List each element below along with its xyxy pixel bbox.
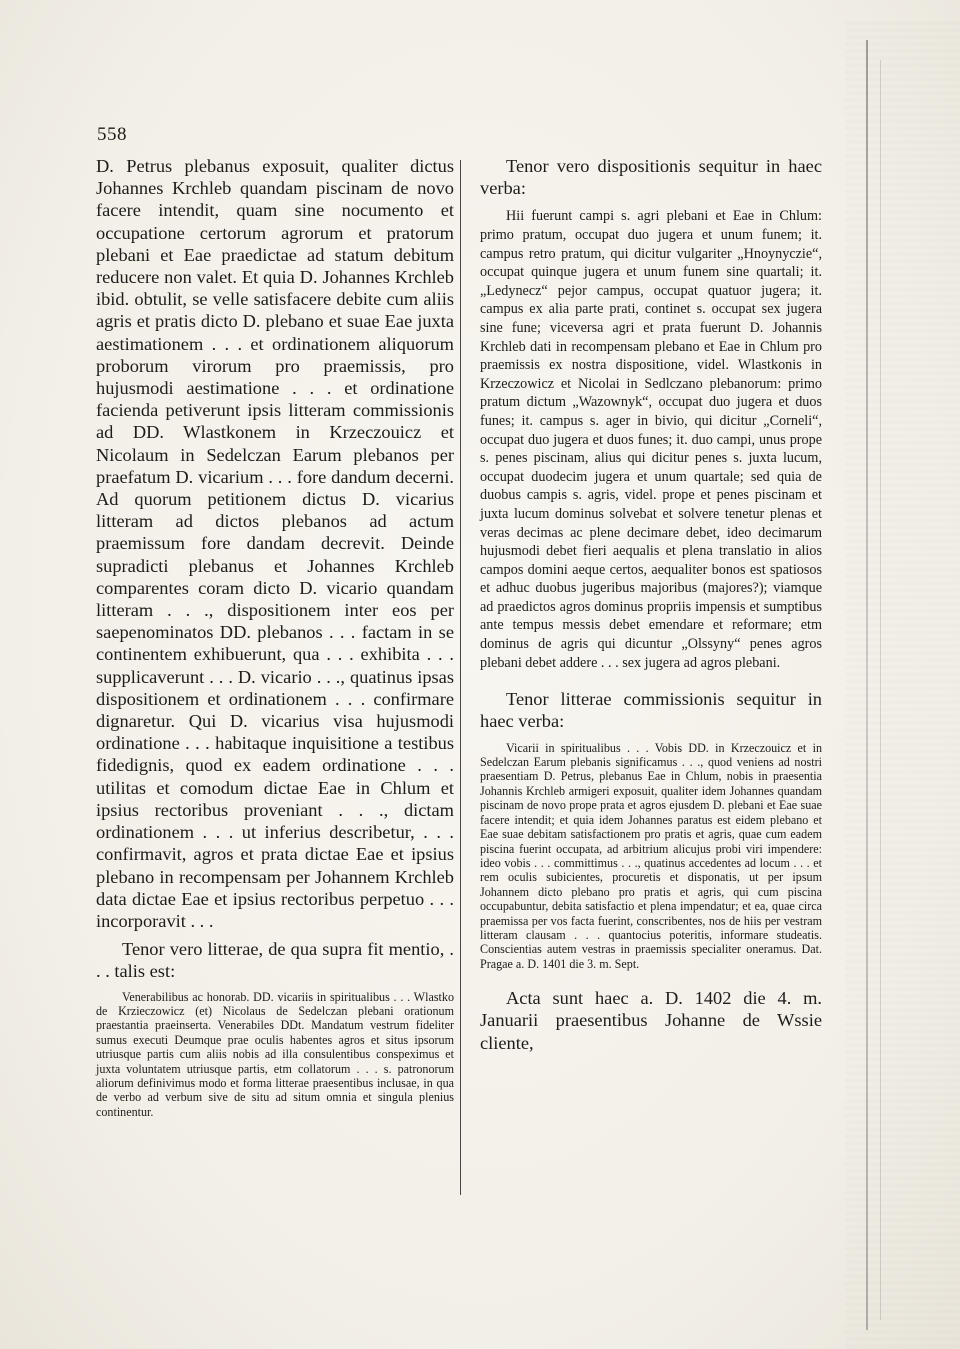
left-paragraph-letter: Venerabilibus ac honorab. DD. vicariis in spiritualibus . . . Wlastko de Krzieczowicz (et) Nicolaus de Sedelczan plebani orationum praestantia praeinserta. Venerabiles DDt. Mandatum vestrum fideliter sumus executi Deumque prae oculis habentes agros et situs ipsorum utriusque partis cum aliis nobis ad illa consulentibus conspeximus et juxta voluntatem utriusque partis, etm collatorum . . . s. patronorum aliorum definivimus modo et forma litterae praesentibus inclusae, in qua de verbo ad verbum sive de situ ad situm omnia et singula plenius continentur. (96, 989, 454, 1119)
column-divider (460, 160, 461, 1195)
page-edge-shadow (845, 20, 960, 1349)
right-column (480, 155, 822, 1054)
right-paragraph-tenor-commissionis: Tenor litterae commissionis sequitur in haec verba: (480, 689, 822, 732)
page-edge-line-secondary (880, 60, 881, 1320)
right-paragraph-commissio: Vicarii in spiritualibus . . . Vobis DD. in Krzeczouicz et in Sedelczan Earum plebanis significamus . . ., quod veniens ad nostri praesentiam D. Petrus, plebanus Eae in Chlum, nobis in praesentia Johannis Krchleb armigeri exposuit, qualiter idem Johannes quandam piscinam de novo prope prata et agros ejusdem D. plebani et Eae suae facere intendit; et quia idem Johannes paratus est eidem plebano et Eae suae debitam satisfactionem pro pratis et agris, quae cum eadem piscina fuerint occupata, ad arbitrium alicujus probi viri impendere: ideo vobis . . . committimus . . ., quatinus accedentes ad locum . . . et rem oculis subicientes, procuretis et disponatis, ut per ipsum Johannem dicto plebano pro pratis et agris, qui cum piscina occupabuntur, debita satisfactio et plena impendatur; et ea, quae circa praemissa per vos facta fuerint, conscribentes, nos de hiis per vestram litteram clausam . . . quantocius poteritis, informare studeatis. Conscientias autem vestras in praemissis specialiter oneramus. Dat. Pragae a. D. 1401 die 3. m. Sept. (480, 740, 822, 971)
left-column (96, 155, 454, 1119)
left-paragraph-main: D. Petrus plebanus exposuit, qualiter dictus Johannes Krchleb quandam piscinam de novo facere intendit, quam sine nocumento et occupatione certorum agrorum et pratorum plebani et Eae praedictae ad statum debitum reducere non valet. Et quia D. Johannes Krchleb ibid. obtulit, se velle satisfacere debite cum aliis agris et pratis dicto D. plebano et suae Eae juxta aestimationem . . . et ordinationem aliquorum proborum virorum pro praemissis, pro hujusmodi aestimatione . . . et ordinatione facienda petiverunt ipsis litteram commissionis ad DD. Wlastkonem in Krzeczouicz et Nicolaum in Sedelczan Earum plebanos per praefatum D. vicarium . . . fore dandum decerni. Ad quorum petitionem dictus D. vicarius litteram ad dictos plebanos ad actum praemissum fore dandam decrevit. Deinde supradicti plebanus et Johannes Krchleb comparentes coram dicto D. vicario quandam litteram . . ., dispositionem inter eos per saepenominatos DD. plebanos . . . factam in se continentem exhibuerunt, qua . . . exhibita . . . supplicaverunt . . . D. vicario . . ., quatinus ipsas dispositionem et ordinationem . . . confirmare dignaretur. Qui D. vicarius visa hujusmodi ordinatione . . . habitaque inquisitione a testibus fidedignis, quod ex eadem ordinatione . . . utilitas et comodum dictae Eae in Chlum et ipsius rectoribus proveniant . . ., dictam ordinationem . . . ut inferius describetur, . . . confirmavit, agros et prata dictae Eae et ipsius plebano in recompensam per Johannem Krchleb data dictae Eae et ipsius rectoribus perpetuo . . . incorporavit . . . (96, 156, 454, 931)
left-paragraph-tenor: Tenor vero litterae, de qua supra fit mentio, . . . talis est: (96, 939, 454, 982)
right-paragraph-acta: Acta sunt haec a. D. 1402 die 4. m. Januarii praesentibus Johanne de Wssie cliente, (480, 988, 822, 1053)
page-number: 558 (97, 124, 127, 145)
right-paragraph-tenor-dispositionis: Tenor vero dispositionis sequitur in haec verba: (480, 156, 822, 199)
page-edge-line (866, 40, 868, 1330)
right-paragraph-dispositio: Hii fuerunt campi s. agri plebani et Eae in Chlum: primo pratum, occupat duo jugera et unum funem; it. campus retro pratum, qui dicitur vulgariter „Hnoynyczie“, occupat quinque jugera et unum funem sine quartali; it. „Ledynecz“ pejor campus, occupat quatuor jugera; it. campus ex alia parte prati, continet s. occupat sex jugera sine fune; viceversa agri et prata fuerunt D. Johannis Krchleb dati in recompensam plebano et Eae in Chlum pro praemissis ex nostra dispositione, videl. Wlastkonis in Krzeczowicz et Nicolai in Sedlczano plebanorum: primo pratum dictum „Wazownyk“, occupat duo jugera et duos funes; it. campus s. ager in bivio, qui dicitur „Corneli“, occupat duo jugera et duos funes; it. duo campi, unus prope s. penes piscinam, alius qui dicitur penes s. juxta lucum, occupat duodecim jugera et unum quartale; sed quia de duobus campis s. agris, videl. prope et penes piscinam et juxta lucum dominus solvebat et solvere tenetur plenas et veras decimas ac plene decimare debet, ideo decimarum hujusmodi debet fieri aequalis et plena translatio in alios campos domini aeque certos, aequaliter bonos est spatiosos et adhuc duobus jugeribus majoribus (majores?); viamque ad praedictos agros dominus propriis impensis et sumptibus ante tempus messis debet emendare et reformare; etm dominus de agris qui dicuntur „Olssyny“ penes agros plebani debet addere . . . sex jugera ad agros plebani. (480, 208, 822, 671)
